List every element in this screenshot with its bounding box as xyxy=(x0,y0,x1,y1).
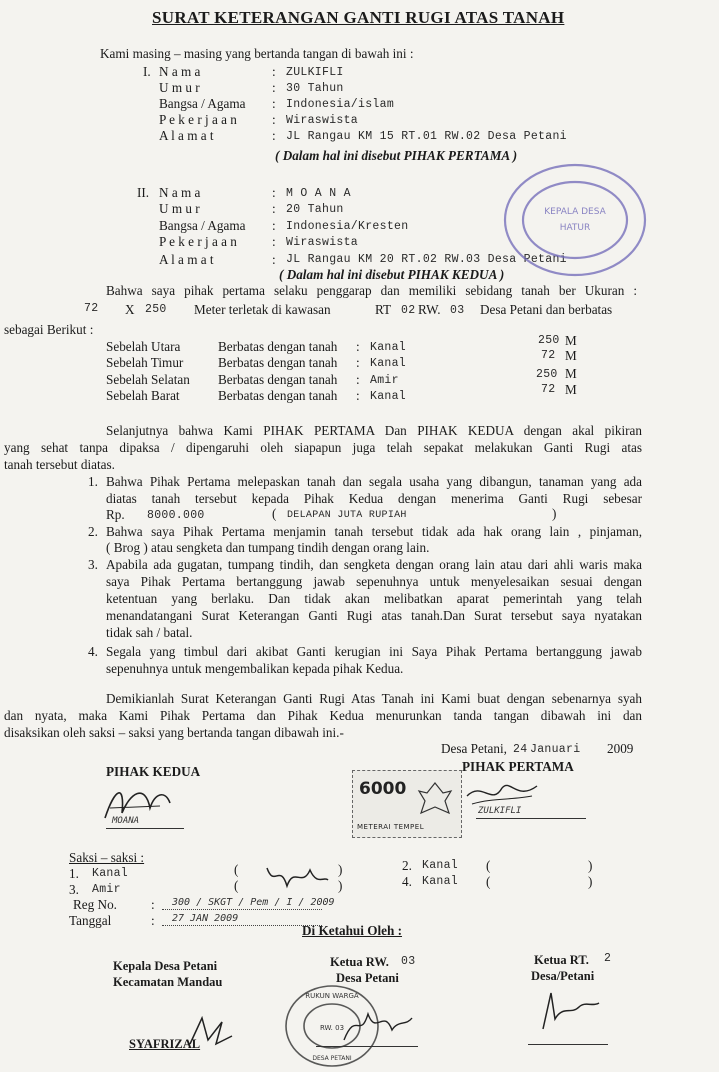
witness-name: Kanal xyxy=(422,875,459,888)
closing-line: disaksikan oleh saksi – saksi yang bertanda tangan dibawah ini.- xyxy=(4,725,344,740)
party1-label-name: N a m a xyxy=(159,64,201,79)
colon: : xyxy=(272,96,276,111)
colon: : xyxy=(151,897,155,912)
rw-stamp-text: DESA PETANI xyxy=(312,1055,352,1062)
colon: : xyxy=(356,388,360,403)
rp-words: DELAPAN JUTA RUPIAH xyxy=(287,510,407,521)
reg-label: Reg No. xyxy=(73,897,117,912)
colon: : xyxy=(272,201,276,216)
item-number: 1. xyxy=(88,474,98,489)
date-line xyxy=(162,925,322,926)
colon: : xyxy=(272,218,276,233)
border-desc: Berbatas dengan tanah xyxy=(218,372,338,387)
village-stamp-text: HATUR xyxy=(559,223,591,233)
witness-paren-open: ( xyxy=(486,874,491,889)
date-year: 2009 xyxy=(607,741,634,756)
land-line-3: sebagai Berikut : xyxy=(4,322,94,337)
party1-label-nation: Bangsa / Agama xyxy=(159,96,246,111)
party2-age-value: 20 Tahun xyxy=(286,203,344,216)
party2-job-value: Wiraswista xyxy=(286,236,359,249)
reg-line xyxy=(162,909,322,910)
party2-label-address: A l a m a t xyxy=(159,252,214,267)
item-number: 3. xyxy=(88,557,98,572)
border-value: Kanal xyxy=(370,341,407,354)
border-side: Sebelah Timur xyxy=(106,355,184,370)
body-line: Selanjutnya bahwa Kami PIHAK PERTAMA Dan PIHAK KEDUA dengan akal pikiran xyxy=(106,423,642,438)
colon: : xyxy=(272,64,276,79)
land-rt-label: RT xyxy=(375,302,392,317)
party2-name-value: M O A N A xyxy=(286,187,351,200)
signature-line xyxy=(528,1044,608,1045)
item1-line: diatas tanah tersebut kepada Pihak Kedua dengan menerima Ganti Rugi sebesar xyxy=(106,491,642,506)
item4-line: Segala yang timbul dari akibat Ganti kerugian ini Saya Pihak Pertama bertanggung jawab xyxy=(106,644,642,659)
rt-title-1: Ketua RT. xyxy=(534,953,589,967)
party1-name-value: ZULKIFLI xyxy=(286,66,344,79)
closing-line: dan nyata, maka Kami Pihak Pertama dan Pihak Kedua menurunkan tanda tangan dibawah ini dan xyxy=(4,708,642,723)
colon: : xyxy=(356,355,360,370)
revenue-stamp xyxy=(352,770,462,838)
pihak-kedua-label: PIHAK KEDUA xyxy=(106,764,201,779)
pihak-kedua-name: MOANA xyxy=(112,816,140,826)
land-size-x: X xyxy=(125,302,135,317)
date-value: 27 JAN 2009 xyxy=(172,913,239,924)
colon: : xyxy=(356,339,360,354)
item2-line: Bahwa saya Pihak Pertama menjamin tanah tersebut tidak ada hak orang lain , pinjaman, xyxy=(106,524,642,539)
witness-num: 4. xyxy=(402,874,412,889)
party2-nation-value: Indonesia/Kresten xyxy=(286,220,409,233)
border-unit: M xyxy=(565,382,577,397)
witness-paren-close: ) xyxy=(588,858,593,873)
colon: : xyxy=(272,234,276,249)
border-size: 250 xyxy=(538,334,560,347)
colon: : xyxy=(272,112,276,127)
witness-paren-open: ( xyxy=(234,862,239,877)
item-number: 2. xyxy=(88,524,98,539)
party1-nation-value: Indonesia/islam xyxy=(286,98,395,111)
rw-signature-icon xyxy=(338,1000,418,1050)
reg-value: 300 / SKGT / Pem / I / 2009 xyxy=(172,897,335,908)
land-rw-label: RW. xyxy=(418,302,441,317)
colon: : xyxy=(272,252,276,267)
border-unit: M xyxy=(565,333,577,348)
witness-signature-icon xyxy=(262,858,332,898)
party2-label-name: N a m a xyxy=(159,185,201,200)
colon: : xyxy=(272,80,276,95)
item3-line: Apabila ada gugatan, tumpang tindih, dan sengketa dengan orang lain atau dari ahli waris maka xyxy=(106,557,642,572)
party1-age-value: 30 Tahun xyxy=(286,82,344,95)
rp-words-open: ( xyxy=(272,506,277,521)
kades-title-1: Kepala Desa Petani xyxy=(113,959,218,973)
rw-title-1: Ketua RW. xyxy=(330,955,389,969)
border-side: Sebelah Barat xyxy=(106,388,180,403)
party2-address-value: JL Rangau KM 20 RT.02 RW.03 Desa Petani xyxy=(286,253,567,266)
item2-line: ( Brog ) atau sengketa dan tumpang tindih dengan orang lain. xyxy=(106,540,430,555)
rw-number: 03 xyxy=(401,955,416,968)
land-line-1: Bahwa saya pihak pertama selaku penggarap dan memiliki sebidang tanah ber Ukuran : xyxy=(106,283,637,298)
border-size: 250 xyxy=(536,368,558,381)
date-month: Januari xyxy=(530,743,581,756)
land-desa-text: Desa Petani dan berbatas xyxy=(480,302,613,317)
item3-line: saya Pihak Pertama bertanggung jawab sepenuhnya untuk menyelesaikan sesuai dengan xyxy=(106,574,642,589)
border-value: Kanal xyxy=(370,390,407,403)
rw-stamp-text: RW. 03 xyxy=(319,1024,345,1032)
party1-note: ( Dalam hal ini disebut PIHAK PERTAMA ) xyxy=(275,148,518,163)
stamp-amount: 6000 xyxy=(359,779,407,799)
date-label: Tanggal xyxy=(69,913,112,928)
witness-label: Saksi – saksi : xyxy=(69,850,145,865)
land-size-b: 250 xyxy=(145,303,167,316)
border-value: Amir xyxy=(370,374,399,387)
signature-line xyxy=(476,818,586,819)
party1-job-value: Wiraswista xyxy=(286,114,359,127)
border-side: Sebelah Selatan xyxy=(106,372,190,387)
item3-line: menandatangani Surat Keterangan Ganti Rugi atas tanah.Dan Surat tersebut saya nyatakan xyxy=(106,608,642,623)
land-rt-value: 02 xyxy=(401,304,416,317)
land-size-a: 72 xyxy=(84,302,99,315)
garuda-emblem-icon xyxy=(415,779,455,819)
signature-line xyxy=(106,828,184,829)
colon: : xyxy=(356,372,360,387)
rp-label: Rp. xyxy=(106,507,125,522)
rt-signature-icon xyxy=(535,985,605,1035)
party1-label-age: U m u r xyxy=(159,80,200,95)
rp-value: 8000.000 xyxy=(147,509,205,522)
witness-paren-close: ) xyxy=(338,862,343,877)
party2-label-nation: Bangsa / Agama xyxy=(159,218,246,233)
document-title: SURAT KETERANGAN GANTI RUGI ATAS TANAH xyxy=(152,8,565,27)
acknowledged-heading: Di Ketahui Oleh : xyxy=(302,923,403,938)
border-unit: M xyxy=(565,348,577,363)
border-unit: M xyxy=(565,366,577,381)
item4-line: sepenuhnya untuk mengembalikan kepada pihak Kedua. xyxy=(106,661,404,676)
party2-note: ( Dalam hal ini disebut PIHAK KEDUA ) xyxy=(279,267,505,282)
colon: : xyxy=(272,185,276,200)
signature-line xyxy=(316,1046,418,1047)
border-size: 72 xyxy=(541,349,556,362)
item-number: 4. xyxy=(88,644,98,659)
pihak-pertama-label: PIHAK PERTAMA xyxy=(462,759,574,774)
pihak-pertama-name: ZULKIFLI xyxy=(478,806,522,816)
rw-title-2: Desa Petani xyxy=(336,971,399,985)
date-day: 24 xyxy=(513,743,528,756)
party2-roman: II. xyxy=(137,185,150,200)
stamp-text: METERAI TEMPEL xyxy=(357,823,425,831)
border-desc: Berbatas dengan tanah xyxy=(218,339,338,354)
border-size: 72 xyxy=(541,383,556,396)
border-side: Sebelah Utara xyxy=(106,339,181,354)
body-line: tanah tersebut diatas. xyxy=(4,457,115,472)
item3-line: tidak sah / batal. xyxy=(106,625,193,640)
party1-address-value: JL Rangau KM 15 RT.01 RW.02 Desa Petani xyxy=(286,130,567,143)
witness-paren-close: ) xyxy=(338,878,343,893)
party1-label-address: A l a m a t xyxy=(159,128,214,143)
witness-name: Amir xyxy=(92,883,121,896)
witness-num: 2. xyxy=(402,858,412,873)
witness-name: Kanal xyxy=(422,859,459,872)
witness-num: 1. xyxy=(69,866,79,881)
colon: : xyxy=(272,128,276,143)
kades-title-2: Kecamatan Mandau xyxy=(113,975,223,989)
rt-number: 2 xyxy=(604,952,612,965)
colon: : xyxy=(151,913,155,928)
item3-line: ketentuan yang berlaku. Dan tidak akan melibatkan aparat pemerintah yang telah xyxy=(106,591,642,606)
land-meter-text: Meter terletak di kawasan xyxy=(194,302,331,317)
party1-roman: I. xyxy=(143,64,151,79)
land-rw-value: 03 xyxy=(450,304,465,317)
rw-stamp-text: RUKUN WARGA xyxy=(305,992,359,1000)
body-line: yang sehat tanpa dipaksa / dipengaruhi oleh siapapun juga telah sepakat melakukan Ganti Rugi atas xyxy=(4,440,642,455)
witness-paren-open: ( xyxy=(234,878,239,893)
border-desc: Berbatas dengan tanah xyxy=(218,355,338,370)
party2-label-age: U m u r xyxy=(159,201,200,216)
village-stamp-text: KEPALA DESA xyxy=(544,207,606,217)
intro-text: Kami masing – masing yang bertanda tangan di bawah ini : xyxy=(100,46,414,61)
rt-title-2: Desa/Petani xyxy=(531,969,595,983)
village-stamp-icon xyxy=(500,160,650,280)
border-desc: Berbatas dengan tanah xyxy=(218,388,338,403)
kades-name: SYAFRIZAL xyxy=(129,1037,201,1051)
witness-paren-close: ) xyxy=(588,874,593,889)
item1-line: Bahwa Pihak Pertama melepaskan tanah dan segala usaha yang dibangun, tanaman yang ada xyxy=(106,474,642,489)
closing-line: Demikianlah Surat Keterangan Ganti Rugi Atas Tanah ini Kami buat dengan sebenarnya syah xyxy=(106,691,642,706)
witness-num: 3. xyxy=(69,882,79,897)
rp-words-close: ) xyxy=(552,506,557,521)
border-value: Kanal xyxy=(370,357,407,370)
party2-label-job: P e k e r j a a n xyxy=(159,234,237,249)
witness-name: Kanal xyxy=(92,867,129,880)
witness-paren-open: ( xyxy=(486,858,491,873)
party1-label-job: P e k e r j a a n xyxy=(159,112,237,127)
date-place: Desa Petani, xyxy=(441,741,507,756)
